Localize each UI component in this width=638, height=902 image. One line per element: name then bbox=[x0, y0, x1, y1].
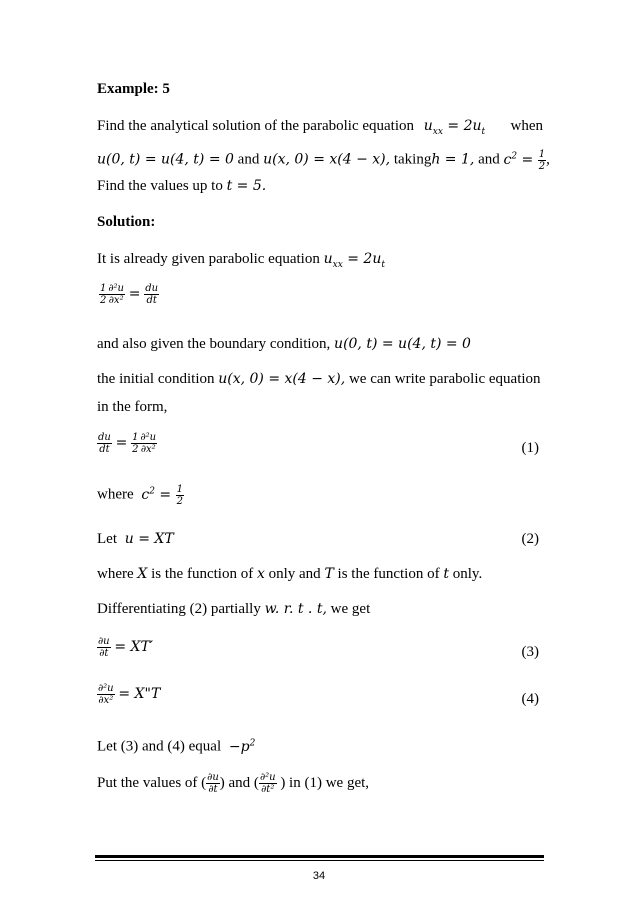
frac-den: 2 bbox=[538, 160, 546, 172]
diff-line bbox=[97, 600, 370, 618]
frac-den: dt bbox=[146, 295, 157, 306]
when-word: when bbox=[510, 118, 543, 134]
p-var: −p bbox=[228, 738, 250, 755]
c-eq bbox=[141, 487, 175, 503]
t-small: t bbox=[443, 566, 449, 582]
equation-4 bbox=[97, 683, 543, 706]
footer-rule bbox=[95, 855, 544, 858]
frac-num: ∂u bbox=[207, 772, 219, 783]
text-b: is the function of bbox=[151, 566, 254, 582]
let-equal-line bbox=[97, 734, 255, 756]
frac-du-dt bbox=[97, 636, 111, 659]
put-text-a: Put the values of ( bbox=[97, 774, 207, 791]
footer-rule-thin bbox=[95, 860, 544, 861]
frac-num: ∂u bbox=[98, 636, 110, 647]
text-e: only. bbox=[452, 566, 483, 582]
rhs: = XT′ bbox=[114, 638, 154, 655]
eq-u: u bbox=[423, 118, 433, 134]
equals-sign: = bbox=[115, 434, 128, 451]
problem-text: Find the analytical solution of the parabolic equation bbox=[97, 118, 414, 134]
eq-sub2: t bbox=[481, 126, 486, 137]
equation-number: (4) bbox=[521, 691, 539, 707]
frac-num: ∂²u bbox=[259, 772, 276, 783]
frac-den: ∂t² bbox=[261, 784, 275, 795]
wrt-text: w. r. t . t, bbox=[264, 601, 327, 617]
put-values-line bbox=[97, 772, 369, 795]
equation-3 bbox=[97, 636, 543, 659]
equation-number: (3) bbox=[521, 644, 539, 660]
x-small: x bbox=[256, 566, 265, 582]
and-word: and bbox=[237, 151, 260, 168]
given-eq bbox=[323, 251, 385, 270]
text-d: is the function of bbox=[337, 566, 440, 582]
put-text-b: ) and ( bbox=[219, 774, 259, 791]
frac-den: ∂x² bbox=[140, 444, 156, 455]
frac-den: 2 bbox=[176, 495, 183, 507]
given-u: u bbox=[323, 251, 333, 267]
frac-num: du bbox=[145, 283, 159, 294]
initial-eq: u(x, 0) = x(4 − x), bbox=[218, 371, 346, 387]
frac-num: 1 bbox=[538, 148, 546, 160]
frac-num: du bbox=[98, 432, 111, 443]
frac-den: ∂t bbox=[99, 648, 109, 659]
p-sup: 2 bbox=[249, 738, 256, 748]
let-u-line bbox=[97, 530, 543, 548]
c-var: c bbox=[503, 151, 512, 168]
frac-d2u-dx2 bbox=[97, 683, 115, 706]
given-sub: xx bbox=[332, 259, 343, 270]
c-sup: 2 bbox=[149, 486, 155, 496]
frac-half bbox=[131, 432, 139, 455]
frac-num: ∂²u bbox=[98, 683, 114, 694]
initial-line-1 bbox=[97, 370, 543, 388]
initial-text-2: we can write parabolic equation bbox=[348, 371, 541, 387]
frac-den: ∂t bbox=[208, 784, 218, 795]
equation-inline bbox=[423, 118, 486, 137]
frac-den: ∂x² bbox=[108, 295, 124, 306]
diff-text: Differentiating (2) partially bbox=[97, 601, 261, 617]
text-c: only and bbox=[268, 566, 321, 582]
frac-du-dt bbox=[97, 432, 112, 455]
solution-heading: Solution: bbox=[97, 214, 156, 230]
frac-d2u-dt2 bbox=[259, 772, 277, 795]
where-text: where bbox=[97, 486, 134, 503]
h-eq: h = 1, bbox=[431, 151, 475, 168]
given-text: It is already given parabolic equation bbox=[97, 251, 320, 267]
frac-den: ∂x² bbox=[98, 695, 114, 706]
values-text: Find the values up to bbox=[97, 178, 223, 194]
frac-2 bbox=[107, 283, 125, 306]
initial-line-2: in the form, bbox=[97, 399, 168, 415]
where-text: where bbox=[97, 566, 134, 582]
equation-number: (2) bbox=[521, 531, 539, 547]
equation-1 bbox=[97, 432, 543, 455]
frac-num: 1 bbox=[100, 283, 107, 294]
comma: , bbox=[546, 151, 550, 168]
given-sub2: t bbox=[381, 259, 385, 270]
example-heading: Example: 5 bbox=[97, 81, 170, 97]
where-x-line bbox=[97, 565, 482, 583]
and-word-2: and bbox=[478, 151, 500, 168]
frac-3 bbox=[144, 283, 159, 306]
boundary-eq: u(0, t) = u(4, t) = 0 bbox=[97, 151, 234, 168]
put-text-c: ) in (1) we get, bbox=[276, 774, 370, 791]
half-fraction bbox=[538, 149, 546, 172]
frac-num: ∂²u bbox=[140, 432, 157, 443]
boundary-eq: u(0, t) = u(4, t) = 0 bbox=[334, 336, 471, 352]
frac-du-dt bbox=[206, 772, 220, 795]
diff-text-2: we get bbox=[330, 601, 371, 617]
problem-line-3 bbox=[97, 177, 266, 195]
equation-number: (1) bbox=[521, 440, 539, 456]
frac-den: dt bbox=[99, 444, 110, 455]
t-eq: t = 5. bbox=[226, 178, 267, 194]
taking-word: taking bbox=[393, 151, 432, 168]
problem-line-1 bbox=[97, 117, 543, 141]
frac-den: 2 bbox=[132, 444, 139, 455]
eq-sub: xx bbox=[432, 126, 443, 137]
given-line bbox=[97, 250, 385, 274]
equation-a bbox=[99, 283, 159, 306]
frac-d2u bbox=[139, 432, 157, 455]
let-equal-text: Let (3) and (4) equal bbox=[97, 738, 222, 755]
boundary-text: and also given the boundary condition, bbox=[97, 336, 331, 352]
boundary-line bbox=[97, 335, 471, 353]
x-var: X bbox=[137, 566, 148, 582]
frac-den: 2 bbox=[100, 295, 107, 306]
rhs: = X"T bbox=[118, 685, 161, 702]
frac-num: 1 bbox=[132, 432, 139, 443]
initial-eq: u(x, 0) = x(4 − x), bbox=[263, 151, 391, 168]
t-var: T bbox=[324, 566, 334, 582]
where-c-line bbox=[97, 482, 184, 507]
c-eq bbox=[504, 152, 538, 168]
problem-line-2 bbox=[97, 147, 550, 172]
given-rhs: = 2u bbox=[342, 251, 382, 267]
c-eqsign: = bbox=[517, 151, 538, 168]
let-text: Let bbox=[97, 531, 117, 547]
eq-rhs: = 2u bbox=[442, 118, 482, 134]
c-sup: 2 bbox=[511, 151, 518, 161]
equals-sign: = bbox=[128, 285, 141, 302]
frac-1 bbox=[99, 283, 107, 306]
frac-num: ∂²u bbox=[108, 283, 124, 294]
c-var: c bbox=[141, 486, 150, 503]
frac-num: 1 bbox=[176, 483, 183, 495]
page-number: 34 bbox=[312, 870, 326, 882]
half-fraction bbox=[176, 484, 184, 507]
c-eqsign: = bbox=[154, 486, 176, 503]
u-xt-eq: u = XT bbox=[124, 531, 174, 547]
p-eq bbox=[229, 739, 255, 755]
initial-text: the initial condition bbox=[97, 371, 215, 387]
